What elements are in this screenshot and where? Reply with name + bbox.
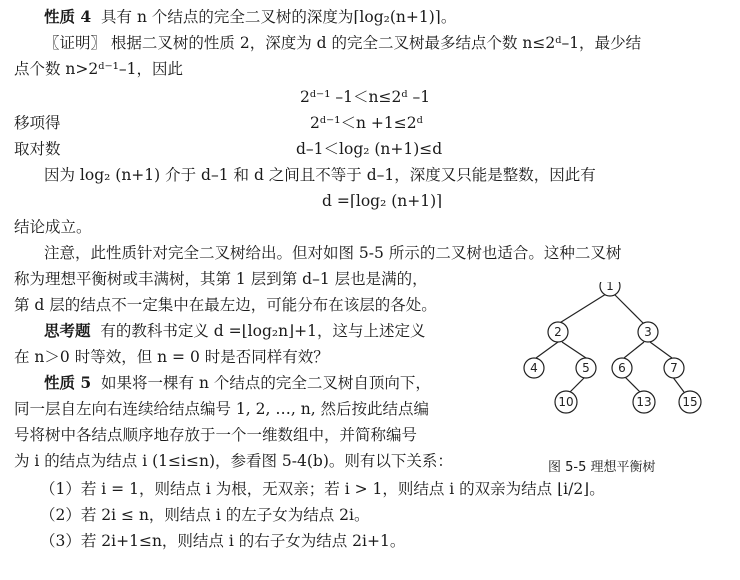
tree-node-7-label: 7 (670, 361, 678, 375)
relation-3: （3）若 2i+1≤n，则结点 i 的右子女为结点 2i+1。 (40, 532, 406, 550)
property4-body: 具有 n 个结点的完全二叉树的深度为⌈log₂(n+1)⌉。 (101, 8, 457, 26)
log-label: 取对数 (14, 140, 61, 158)
equation-1: 2ᵈ⁻¹ –1＜n≤2ᵈ –1 (300, 88, 431, 106)
tree-node-10-label: 10 (558, 395, 574, 409)
note-line-3: 第 d 层的结点不一定集中在最左边，可能分布在该层的各处。 (14, 296, 437, 314)
figure-caption: 图 5-5 理想平衡树 (548, 460, 656, 475)
think-title: 思考题 (44, 321, 91, 340)
relation-2: （2）若 2i ≤ n，则结点 i 的左子女为结点 2i。 (40, 506, 370, 524)
edge-1-2 (558, 294, 606, 324)
note-line-2: 称为理想平衡树或丰满树，其第 1 层到第 d–1 层也是满的， (14, 270, 428, 288)
property5-line-1 (44, 372, 431, 394)
note-line-1: 注意，此性质针对完全二叉树给出。但对如图 5-5 所示的二叉树也适合。这种二叉树 (44, 244, 622, 262)
proof-line-1: 〖证明〗 根据二叉树的性质 2，深度为 d 的完全二叉树最多结点个数 n≤2ᵈ–1，最少结 (44, 34, 642, 52)
edge-2-4 (536, 342, 558, 358)
think-line-1 (44, 320, 426, 342)
tree-node-3-label: 3 (644, 325, 652, 339)
property5-title: 性质 5 (44, 373, 92, 392)
tree-node-5-label: 5 (582, 361, 590, 375)
tree-node-6-label: 6 (618, 361, 626, 375)
tree-node-2-label: 2 (554, 325, 562, 339)
equation-3: d–1＜log₂ (n+1)≤d (296, 140, 443, 158)
shift-label: 移项得 (14, 114, 61, 132)
property5-line-3: 号将树中各结点顺序地存放于一个一维数组中，并简称编号 (14, 426, 418, 444)
edge-3-7 (650, 342, 672, 358)
edge-2-5 (562, 342, 586, 358)
property5-line-4: 为 i 的结点为结点 i (1≤i≤n)，参看图 5-4(b)。则有以下关系： (14, 452, 453, 470)
tree-node-15-label: 15 (682, 395, 698, 409)
edge-5-10 (570, 376, 586, 392)
tree-node-13-label: 13 (636, 395, 652, 409)
property5-line-2: 同一层自左向右连续给结点编号 1, 2, …, n, 然后按此结点编 (14, 400, 430, 418)
tree-node-4-label: 4 (530, 361, 538, 375)
think-text-1: 有的教科书定义 d =⌊log₂n⌋+1，这与上述定义 (100, 322, 426, 340)
proof-line-5: 因为 log₂ (n+1) 介于 d–1 和 d 之间且不等于 d–1，深度又只能是整数，因此有 (44, 166, 596, 184)
equation-4: d =⌈log₂ (n+1)⌉ (322, 192, 443, 210)
equation-2: 2ᵈ⁻¹＜n +1≤2ᵈ (310, 114, 423, 132)
think-line-2: 在 n＞0 时等效，但 n = 0 时是否同样有效？ (14, 348, 329, 366)
edge-3-6 (624, 342, 644, 358)
tree-node-1-label: 1 (606, 282, 614, 293)
property4-title: 性质 4 (44, 7, 92, 26)
property4-line (44, 6, 456, 28)
conclusion: 结论成立。 (14, 218, 92, 236)
proof-line-2: 点个数 n>2ᵈ⁻¹–1，因此 (14, 60, 183, 78)
relation-1: （1）若 i = 1，则结点 i 为根，无双亲；若 i > 1，则结点 i 的双亲为结点 ⌊i/2⌋。 (40, 480, 605, 498)
balanced-tree-figure (510, 282, 736, 452)
edge-6-13 (624, 376, 640, 392)
edge-1-3 (614, 294, 644, 324)
property5-text-1: 如果将一棵有 n 个结点的完全二叉树自顶向下， (101, 374, 431, 392)
